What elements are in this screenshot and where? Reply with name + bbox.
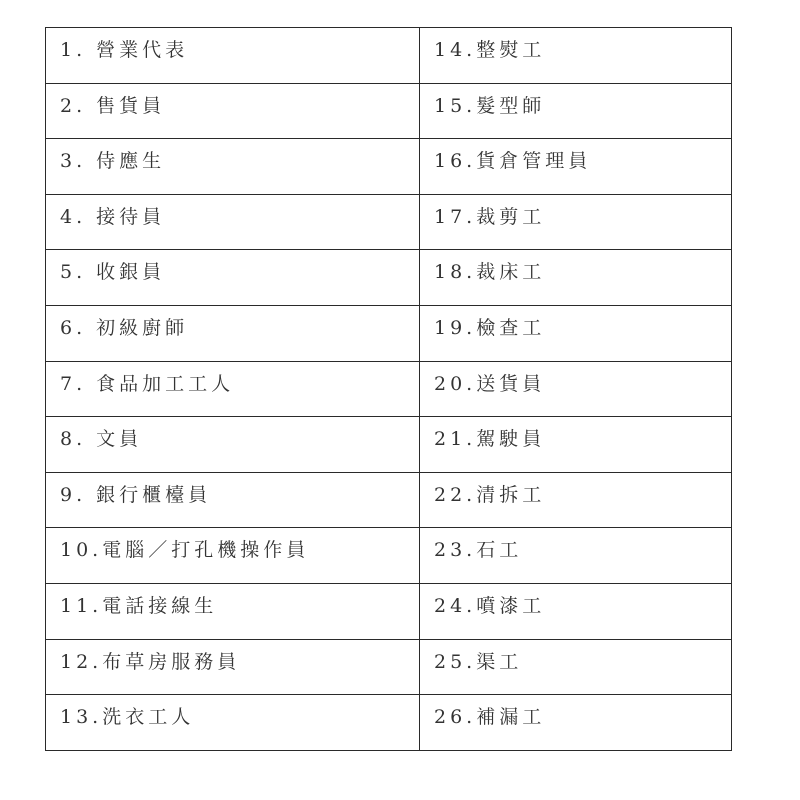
job-item: 24.噴漆工 — [434, 594, 546, 617]
job-item: 8. 文員 — [60, 428, 143, 451]
table-cell-right — [420, 361, 732, 417]
table-cell-left — [46, 194, 420, 250]
job-item: 2. 售貨員 — [60, 94, 166, 117]
table-row — [46, 361, 732, 417]
job-item: 14.整熨工 — [434, 39, 546, 61]
table-cell-right — [420, 639, 732, 695]
job-item: 21.駕駛員 — [434, 428, 546, 451]
job-item: 10.電腦／打孔機操作員 — [60, 539, 310, 562]
table-cell-left — [46, 305, 420, 361]
job-item: 6. 初級廚師 — [60, 316, 189, 339]
job-item: 23.石工 — [434, 539, 523, 562]
job-item: 25.渠工 — [434, 650, 523, 673]
table-row — [46, 250, 732, 306]
table-cell-right — [420, 250, 732, 306]
table-cell-left — [46, 472, 420, 528]
table-cell-left — [46, 417, 420, 473]
table-row — [46, 695, 732, 751]
table-cell-right — [420, 194, 732, 250]
table-row — [46, 583, 732, 639]
job-item: 4. 接待員 — [60, 205, 166, 228]
table-cell-right — [420, 305, 732, 361]
table-row — [46, 417, 732, 473]
job-item: 5. 收銀員 — [60, 261, 166, 284]
table-cell-right — [420, 472, 732, 528]
table-cell-right — [420, 28, 732, 84]
table-row — [46, 305, 732, 361]
job-item: 26.補漏工 — [434, 706, 546, 729]
table-row — [46, 83, 732, 139]
table-cell-left — [46, 361, 420, 417]
table-cell-left — [46, 639, 420, 695]
job-item: 20.送貨員 — [434, 372, 546, 395]
table-cell-right — [420, 139, 732, 195]
table-cell-left — [46, 583, 420, 639]
table-row — [46, 28, 732, 84]
job-item: 3. 侍應生 — [60, 150, 166, 173]
table-cell-left — [46, 83, 420, 139]
table-cell-right — [420, 83, 732, 139]
job-item: 12.布草房服務員 — [60, 650, 241, 673]
job-item: 18.裁床工 — [434, 261, 546, 284]
table-cell-left — [46, 528, 420, 584]
job-item: 9. 銀行櫃檯員 — [60, 483, 212, 506]
job-list-table — [45, 27, 732, 751]
table-cell-right — [420, 528, 732, 584]
table-cell-left — [46, 139, 420, 195]
job-item: 17.裁剪工 — [434, 205, 546, 228]
table-cell-right — [420, 417, 732, 473]
table-row — [46, 472, 732, 528]
table-row — [46, 194, 732, 250]
job-item: 22.清拆工 — [434, 483, 546, 506]
table-cell-left — [46, 695, 420, 751]
job-item: 1. 營業代表 — [60, 39, 189, 61]
table-row — [46, 139, 732, 195]
job-item: 15.髮型師 — [434, 94, 546, 117]
job-item: 16.貨倉管理員 — [434, 150, 592, 173]
job-item: 11.電話接線生 — [60, 594, 218, 617]
table-row — [46, 528, 732, 584]
table-row — [46, 639, 732, 695]
table-cell-right — [420, 583, 732, 639]
table-cell-left — [46, 250, 420, 306]
job-item: 13.洗衣工人 — [60, 706, 195, 729]
table-cell-left — [46, 28, 420, 84]
table-cell-right — [420, 695, 732, 751]
job-item: 19.檢查工 — [434, 316, 546, 339]
job-item: 7. 食品加工工人 — [60, 372, 235, 395]
